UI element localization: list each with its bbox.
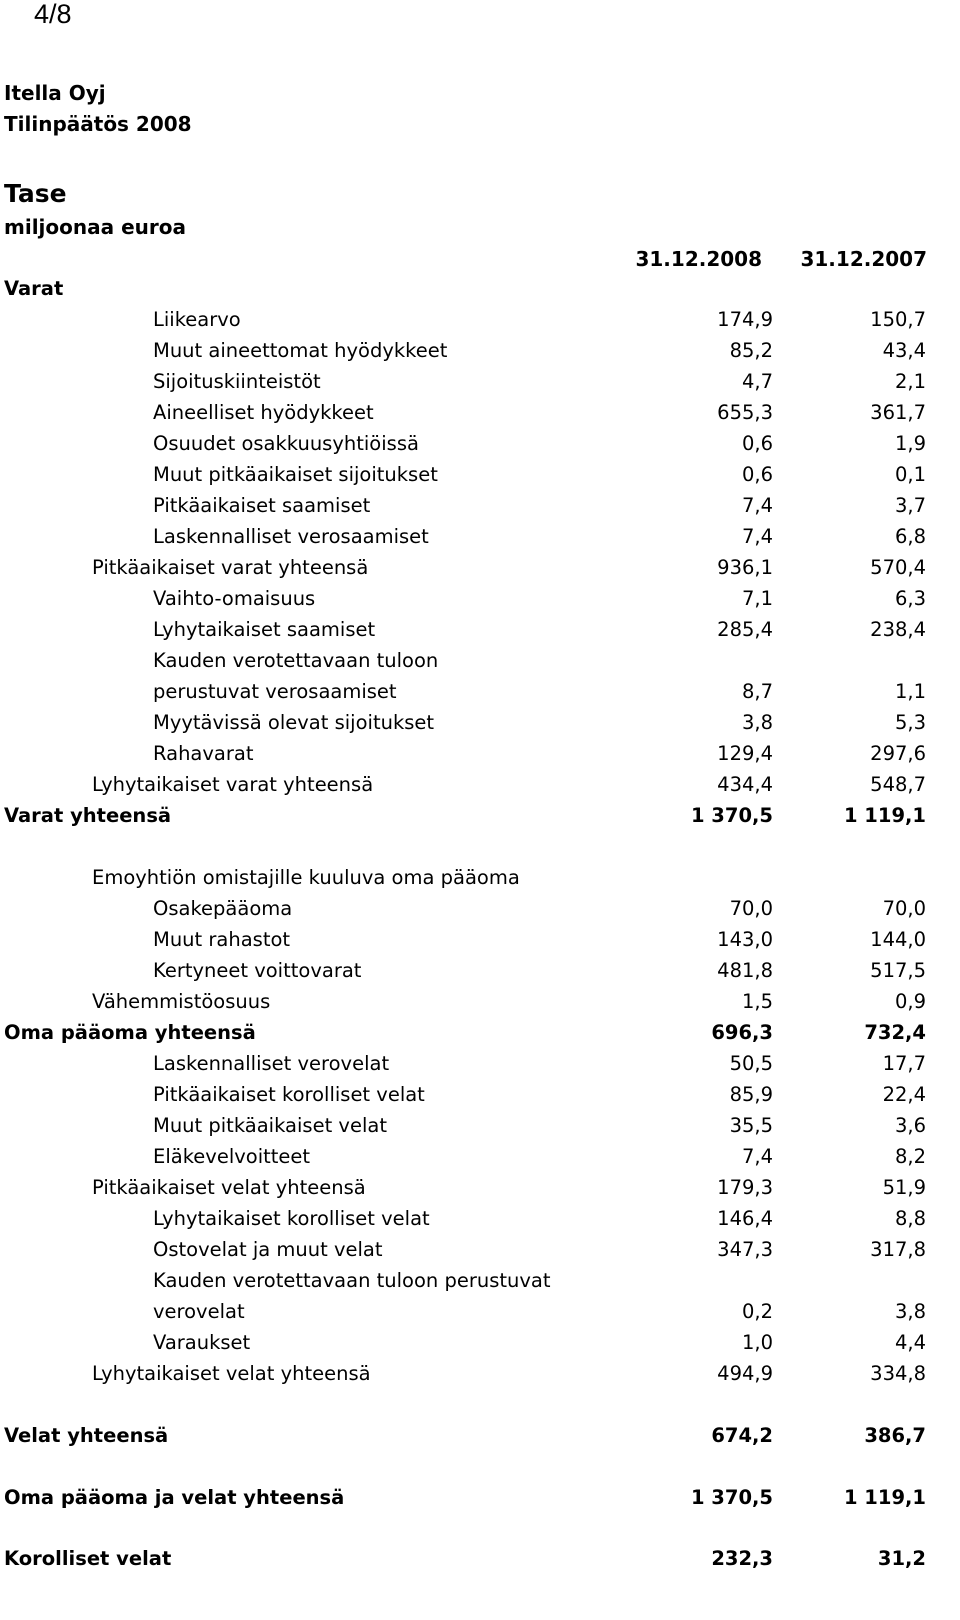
row-label: Pitkäaikaiset varat yhteensä — [92, 556, 369, 579]
value-2008: 85,9 — [729, 1083, 773, 1106]
row-label: Aineelliset hyödykkeet — [153, 401, 374, 424]
table-row — [0, 338, 960, 364]
value-2007: 2,1 — [894, 370, 926, 393]
value-2008: 7,4 — [741, 525, 773, 548]
value-2007: 0,9 — [894, 990, 926, 1013]
table-row — [0, 896, 960, 922]
column-header-2008: 31.12.2008 — [635, 247, 762, 271]
row-label: Lyhytaikaiset velat yhteensä — [92, 1362, 371, 1385]
value-2007: 1 119,1 — [843, 804, 926, 827]
row-label: Kauden verotettavaan tuloon perustuvat — [153, 1269, 551, 1292]
table-row — [0, 710, 960, 736]
row-label: Sijoituskiinteistöt — [153, 370, 321, 393]
value-2008: 7,1 — [741, 587, 773, 610]
table-row — [0, 369, 960, 395]
table-row — [0, 927, 960, 953]
value-2007: 3,8 — [894, 1300, 926, 1323]
row-label: Kauden verotettavaan tuloon — [153, 649, 439, 672]
value-2008: 232,3 — [711, 1547, 773, 1570]
value-2007: 43,4 — [882, 339, 926, 362]
value-2007: 361,7 — [870, 401, 926, 424]
value-2008: 1,0 — [741, 1331, 773, 1354]
value-2008: 143,0 — [717, 928, 773, 951]
row-label: Liikearvo — [153, 308, 241, 331]
row-label: Osakepääoma — [153, 897, 293, 920]
value-2007: 150,7 — [870, 308, 926, 331]
value-2007: 51,9 — [882, 1176, 926, 1199]
value-2008: 0,2 — [741, 1300, 773, 1323]
statement-title: Tase — [4, 179, 67, 208]
row-label: Oma pääoma ja velat yhteensä — [4, 1486, 345, 1509]
value-2008: 146,4 — [717, 1207, 773, 1230]
row-label: Pitkäaikaiset korolliset velat — [153, 1083, 425, 1106]
value-2007: 1,1 — [894, 680, 926, 703]
value-2007: 6,8 — [894, 525, 926, 548]
table-row — [0, 679, 960, 705]
value-2007: 297,6 — [870, 742, 926, 765]
row-label: Laskennalliset verosaamiset — [153, 525, 429, 548]
row-label: Muut aineettomat hyödykkeet — [153, 339, 448, 362]
table-row — [0, 1237, 960, 1263]
table-row — [0, 617, 960, 643]
row-label: Eläkevelvoitteet — [153, 1145, 311, 1168]
row-label: Osuudet osakkuusyhtiöissä — [153, 432, 419, 455]
value-2007: 70,0 — [882, 897, 926, 920]
row-label: Pitkäaikaiset saamiset — [153, 494, 371, 517]
table-row — [0, 772, 960, 798]
value-2007: 238,4 — [870, 618, 926, 641]
table-row — [0, 1206, 960, 1232]
value-2007: 386,7 — [864, 1424, 926, 1447]
table-row — [0, 524, 960, 550]
value-2007: 1,9 — [894, 432, 926, 455]
unit-label: miljoonaa euroa — [4, 215, 186, 239]
row-label: Myytävissä olevat sijoitukset — [153, 711, 435, 734]
value-2008: 0,6 — [741, 432, 773, 455]
value-2008: 494,9 — [717, 1362, 773, 1385]
row-label: Muut pitkäaikaiset velat — [153, 1114, 387, 1137]
table-row — [0, 1299, 960, 1325]
table-row — [0, 462, 960, 488]
row-label: Vähemmistöosuus — [92, 990, 271, 1013]
value-2008: 4,7 — [741, 370, 773, 393]
row-label: Oma pääoma yhteensä — [4, 1021, 256, 1044]
row-label: Ostovelat ja muut velat — [153, 1238, 383, 1261]
row-label: Velat yhteensä — [4, 1424, 169, 1447]
table-row — [0, 1051, 960, 1077]
value-2008: 3,8 — [741, 711, 773, 734]
row-label: Lyhytaikaiset saamiset — [153, 618, 376, 641]
value-2007: 31,2 — [877, 1547, 926, 1570]
value-2008: 434,4 — [717, 773, 773, 796]
value-2007: 8,8 — [894, 1207, 926, 1230]
table-row — [0, 1144, 960, 1170]
row-label: Lyhytaikaiset varat yhteensä — [92, 773, 374, 796]
value-2007: 570,4 — [870, 556, 926, 579]
row-label: Pitkäaikaiset velat yhteensä — [92, 1176, 366, 1199]
value-2008: 85,2 — [729, 339, 773, 362]
row-label: Lyhytaikaiset korolliset velat — [153, 1207, 430, 1230]
table-row — [0, 1175, 960, 1201]
value-2008: 35,5 — [729, 1114, 773, 1137]
value-2007: 3,7 — [894, 494, 926, 517]
value-2008: 129,4 — [717, 742, 773, 765]
value-2008: 285,4 — [717, 618, 773, 641]
table-row — [0, 741, 960, 767]
row-label: Laskennalliset verovelat — [153, 1052, 390, 1075]
table-row — [0, 1020, 960, 1046]
value-2007: 17,7 — [882, 1052, 926, 1075]
value-2008: 50,5 — [729, 1052, 773, 1075]
value-2007: 6,3 — [894, 587, 926, 610]
value-2007: 4,4 — [894, 1331, 926, 1354]
value-2008: 7,4 — [741, 494, 773, 517]
row-label: Varat yhteensä — [4, 804, 172, 827]
value-2008: 70,0 — [729, 897, 773, 920]
row-label: Vaihto-omaisuus — [153, 587, 316, 610]
value-2008: 179,3 — [717, 1176, 773, 1199]
table-row — [0, 1485, 960, 1511]
table-row — [0, 307, 960, 333]
row-label: Rahavarat — [153, 742, 254, 765]
value-2007: 517,5 — [870, 959, 926, 982]
value-2008: 655,3 — [717, 401, 773, 424]
value-2007: 317,8 — [870, 1238, 926, 1261]
value-2007: 1 119,1 — [843, 1486, 926, 1509]
value-2008: 347,3 — [717, 1238, 773, 1261]
value-2007: 22,4 — [882, 1083, 926, 1106]
table-row — [0, 276, 960, 302]
value-2008: 1,5 — [741, 990, 773, 1013]
value-2007: 144,0 — [870, 928, 926, 951]
table-row — [0, 493, 960, 519]
row-label: Muut pitkäaikaiset sijoitukset — [153, 463, 438, 486]
value-2008: 0,6 — [741, 463, 773, 486]
value-2007: 0,1 — [894, 463, 926, 486]
table-row — [0, 1082, 960, 1108]
value-2008: 8,7 — [741, 680, 773, 703]
row-label: Varaukset — [153, 1331, 251, 1354]
table-row — [0, 400, 960, 426]
value-2008: 7,4 — [741, 1145, 773, 1168]
row-label: Varat — [4, 277, 64, 300]
column-header-2007: 31.12.2007 — [800, 247, 927, 271]
report-title: Tilinpäätös 2008 — [4, 112, 192, 136]
row-label: Korolliset velat — [4, 1547, 172, 1570]
row-label: Muut rahastot — [153, 928, 291, 951]
table-row — [0, 989, 960, 1015]
value-2008: 174,9 — [717, 308, 773, 331]
table-row — [0, 803, 960, 829]
table-row — [0, 1113, 960, 1139]
table-row — [0, 648, 960, 674]
value-2007: 334,8 — [870, 1362, 926, 1385]
table-row — [0, 1423, 960, 1449]
table-row — [0, 865, 960, 891]
value-2008: 481,8 — [717, 959, 773, 982]
value-2007: 5,3 — [894, 711, 926, 734]
table-row — [0, 586, 960, 612]
value-2007: 8,2 — [894, 1145, 926, 1168]
table-row — [0, 958, 960, 984]
row-label: Emoyhtiön omistajille kuuluva oma pääoma — [92, 866, 520, 889]
table-row — [0, 555, 960, 581]
table-row — [0, 431, 960, 457]
company-name: Itella Oyj — [4, 81, 106, 105]
page-number: 4/8 — [34, 0, 72, 29]
table-row — [0, 1361, 960, 1387]
value-2008: 1 370,5 — [690, 804, 773, 827]
value-2008: 674,2 — [711, 1424, 773, 1447]
value-2007: 732,4 — [864, 1021, 926, 1044]
value-2008: 936,1 — [717, 556, 773, 579]
table-row — [0, 1546, 960, 1572]
table-row — [0, 1330, 960, 1356]
row-label: perustuvat verosaamiset — [153, 680, 397, 703]
value-2007: 548,7 — [870, 773, 926, 796]
value-2008: 696,3 — [711, 1021, 773, 1044]
table-row — [0, 1268, 960, 1294]
row-label: Kertyneet voittovarat — [153, 959, 362, 982]
value-2008: 1 370,5 — [690, 1486, 773, 1509]
value-2007: 3,6 — [894, 1114, 926, 1137]
row-label: verovelat — [153, 1300, 245, 1323]
